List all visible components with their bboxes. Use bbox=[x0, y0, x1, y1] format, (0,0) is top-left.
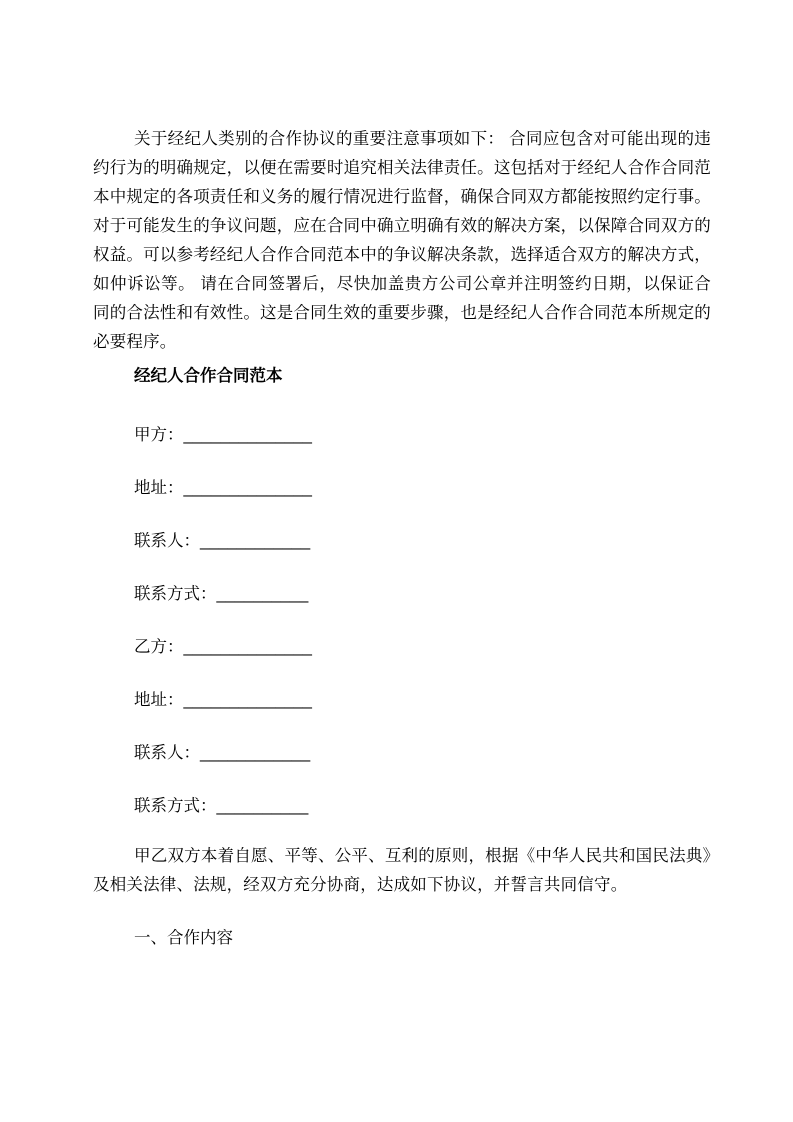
field-blank-line: ____________ bbox=[200, 532, 311, 550]
field-blank-line: ____________ bbox=[200, 744, 311, 762]
intro-paragraph: 关于经纪人类别的合作协议的重要注意事项如下： 合同应包含对可能出现的违约行为的明确规定，以便在需要时追究相关法律责任。这包括对于经纪人合作合同范本中规定的各项责任和义务的履行情况进行监督，确保合同双方都能按照约定行事。对于可能发生的争议问题，应在合同中确立明确有效的解决方案，以保障合同双方的权益。可以参考经纪人合作合同范本中的争议解决条款，选择适合双方的解决方式，如仲诉讼等。 请在合同签署后，尽快加盖贵方公司公章并注明签约日期，以保证合同的合法性和有效性。这是合同生效的重要步骤，也是经纪人合作合同范本所规定的必要程序。 bbox=[93, 130, 711, 351]
party-fields bbox=[93, 425, 711, 817]
field-blank-line: ______________ bbox=[183, 691, 312, 709]
section-heading-cooperation-content: 一、合作内容 bbox=[134, 929, 233, 947]
field-row-contact-b bbox=[93, 743, 711, 764]
field-blank-line: __________ bbox=[216, 797, 309, 815]
field-row-contact-a bbox=[93, 531, 711, 552]
field-label: 联系方式： bbox=[134, 585, 217, 603]
field-row-party-b bbox=[93, 637, 711, 658]
field-label: 乙方： bbox=[134, 638, 184, 656]
agreement-paragraph: 甲乙双方本着自愿、平等、公平、互利的原则，根据《中华人民共和国民法典》及相关法律、法规，经双方充分协商，达成如下协议，并誓言共同信守。 bbox=[93, 847, 711, 894]
field-label: 联系人： bbox=[134, 532, 200, 550]
field-label: 甲方： bbox=[134, 426, 184, 444]
field-label: 地址： bbox=[134, 479, 184, 497]
field-row-address-b bbox=[93, 690, 711, 711]
field-row-address-a bbox=[93, 478, 711, 499]
field-row-party-a bbox=[93, 425, 711, 446]
field-blank-line: ______________ bbox=[183, 638, 312, 656]
field-label: 地址： bbox=[134, 691, 184, 709]
field-blank-line: ______________ bbox=[183, 426, 312, 444]
field-blank-line: __________ bbox=[216, 585, 309, 603]
field-label: 联系人： bbox=[134, 744, 200, 762]
field-row-contact-method-b bbox=[93, 796, 711, 817]
document-title: 经纪人合作合同范本 bbox=[134, 367, 283, 385]
field-label: 联系方式： bbox=[134, 797, 217, 815]
document-content bbox=[93, 125, 711, 949]
field-row-contact-method-a bbox=[93, 584, 711, 605]
field-blank-line: ______________ bbox=[183, 479, 312, 497]
